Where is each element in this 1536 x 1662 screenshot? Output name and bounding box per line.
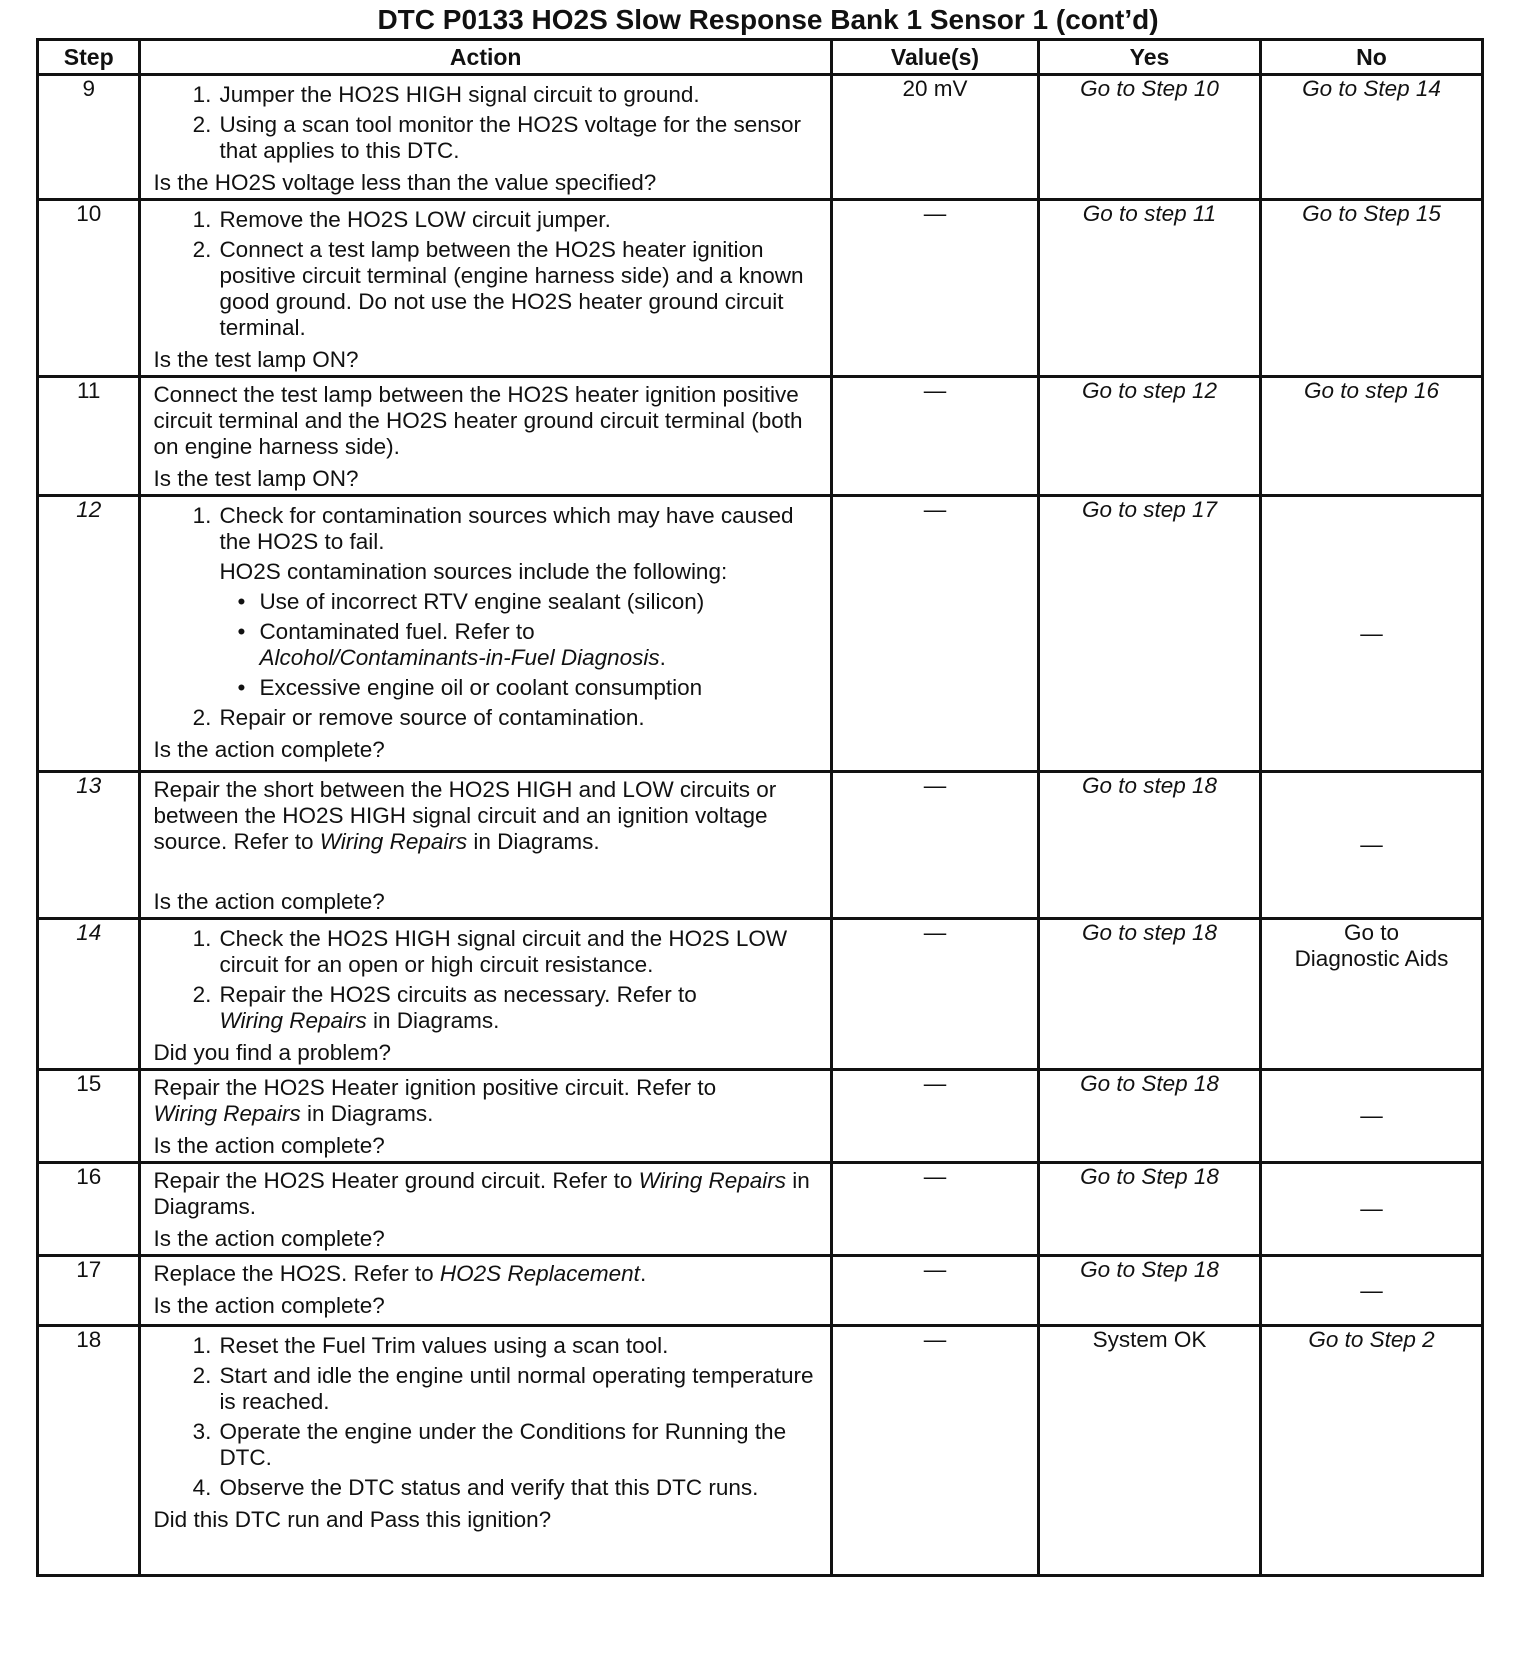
action-cell bbox=[140, 919, 832, 1070]
question: Did this DTC run and Pass this ignition? bbox=[153, 1507, 552, 1532]
question: Is the action complete? bbox=[153, 1226, 385, 1251]
table-row bbox=[38, 1163, 1483, 1256]
action-cell bbox=[140, 377, 832, 496]
yes-cell: Go to step 11 bbox=[1039, 200, 1261, 377]
no-cell: Go to Diagnostic Aids bbox=[1260, 919, 1482, 1070]
table-row bbox=[38, 200, 1483, 377]
table-row bbox=[38, 75, 1483, 200]
header-no: No bbox=[1260, 40, 1482, 75]
yes-cell: Go to Step 10 bbox=[1039, 75, 1261, 200]
page-title: DTC P0133 HO2S Slow Response Bank 1 Sensor 1 (cont’d) bbox=[377, 4, 1159, 35]
value-cell: — bbox=[831, 200, 1038, 377]
action-cell bbox=[140, 1256, 832, 1326]
no-cell: Go to Step 14 bbox=[1260, 75, 1482, 200]
question: Is the HO2S voltage less than the value specified? bbox=[153, 170, 657, 195]
bullet-item: • Use of incorrect RTV engine sealant (silicon) bbox=[237, 589, 705, 614]
value-cell: — bbox=[831, 919, 1038, 1070]
header-values: Value(s) bbox=[831, 40, 1038, 75]
step-number: 15 bbox=[38, 1070, 140, 1163]
value-cell: — bbox=[831, 772, 1038, 919]
value-cell: — bbox=[831, 1256, 1038, 1326]
question: Is the action complete? bbox=[153, 1133, 385, 1158]
table-row bbox=[38, 496, 1483, 772]
list-item: 4. Observe the DTC status and verify that this DTC runs. bbox=[192, 1475, 759, 1500]
value-cell: — bbox=[831, 377, 1038, 496]
yes-cell: Go to Step 18 bbox=[1039, 1070, 1261, 1163]
step-number: 13 bbox=[38, 772, 140, 919]
value-cell: — bbox=[831, 1326, 1038, 1576]
action-text: Repair the HO2S Heater ground circuit. Refer to Wiring Repairs in Diagrams. bbox=[153, 1168, 810, 1219]
no-cell: — bbox=[1260, 772, 1482, 919]
question: Is the test lamp ON? bbox=[153, 466, 359, 491]
value-cell: — bbox=[831, 1163, 1038, 1256]
table-row bbox=[38, 1326, 1483, 1576]
table-row bbox=[38, 1256, 1483, 1326]
bullet-item: • Excessive engine oil or coolant consumption bbox=[237, 675, 703, 700]
sub-heading: HO2S contamination sources include the following: bbox=[219, 559, 728, 584]
header-action: Action bbox=[140, 40, 832, 75]
action-cell bbox=[140, 1326, 832, 1576]
header-yes: Yes bbox=[1039, 40, 1261, 75]
value-cell: 20 mV bbox=[831, 75, 1038, 200]
table-row bbox=[38, 377, 1483, 496]
question: Is the action complete? bbox=[153, 1293, 385, 1318]
table-row bbox=[38, 1070, 1483, 1163]
list-item: 1. Check for contamination sources which may have caused the HO2S to fail. bbox=[192, 503, 794, 554]
no-cell: — bbox=[1260, 1163, 1482, 1256]
step-number: 17 bbox=[38, 1256, 140, 1326]
no-cell: — bbox=[1260, 1070, 1482, 1163]
question: Is the action complete? bbox=[153, 737, 385, 762]
table-row bbox=[38, 772, 1483, 919]
action-text: Connect the test lamp between the HO2S heater ignition positive circuit terminal and the HO2S heater ground circuit terminal (both on engine harness side). bbox=[153, 382, 803, 459]
diagnostic-table bbox=[36, 38, 1484, 1577]
step-number: 12 bbox=[38, 496, 140, 772]
action-text: Repair the short between the HO2S HIGH and LOW circuits or between the HO2S HIGH signal circuit and an ignition voltage source. Refer to Wiring Repairs in Diagrams. bbox=[153, 777, 777, 854]
list-item: 2. Connect a test lamp between the HO2S heater ignition positive circuit terminal (engine harness side) and a known good ground. Do not use the HO2S heater ground circuit terminal. bbox=[192, 237, 804, 340]
action-cell bbox=[140, 200, 832, 377]
list-item: 2. Using a scan tool monitor the HO2S voltage for the sensor that applies to this DTC. bbox=[192, 112, 801, 163]
list-item: 2. Repair the HO2S circuits as necessary. Refer to Wiring Repairs in Diagrams. bbox=[192, 982, 697, 1033]
question: Did you find a problem? bbox=[153, 1040, 392, 1065]
table-row bbox=[38, 919, 1483, 1070]
action-text: Replace the HO2S. Refer to HO2S Replacement. bbox=[153, 1261, 647, 1286]
list-item: 3. Operate the engine under the Conditions for Running the DTC. bbox=[192, 1419, 787, 1470]
value-cell: — bbox=[831, 496, 1038, 772]
no-cell: — bbox=[1260, 496, 1482, 772]
step-number: 14 bbox=[38, 919, 140, 1070]
header-row bbox=[38, 40, 1483, 75]
question: Is the action complete? bbox=[153, 889, 385, 914]
no-cell: Go to step 16 bbox=[1260, 377, 1482, 496]
yes-cell: Go to step 17 bbox=[1039, 496, 1261, 772]
action-cell bbox=[140, 772, 832, 919]
action-cell bbox=[140, 1163, 832, 1256]
action-cell bbox=[140, 496, 832, 772]
action-cell bbox=[140, 1070, 832, 1163]
step-number: 11 bbox=[38, 377, 140, 496]
list-item: 1. Check the HO2S HIGH signal circuit and the HO2S LOW circuit for an open or high circuit resistance. bbox=[192, 926, 788, 977]
yes-cell: Go to step 12 bbox=[1039, 377, 1261, 496]
no-cell: Go to Step 15 bbox=[1260, 200, 1482, 377]
step-number: 9 bbox=[38, 75, 140, 200]
yes-cell: Go to step 18 bbox=[1039, 919, 1261, 1070]
list-item: 1. Reset the Fuel Trim values using a scan tool. bbox=[192, 1333, 669, 1358]
list-item: 1. Remove the HO2S LOW circuit jumper. bbox=[192, 207, 611, 232]
no-cell: — bbox=[1260, 1256, 1482, 1326]
yes-cell: Go to Step 18 bbox=[1039, 1163, 1261, 1256]
yes-cell: System OK bbox=[1039, 1326, 1261, 1576]
list-item: 2. Start and idle the engine until normal operating temperature is reached. bbox=[192, 1363, 814, 1414]
action-cell bbox=[140, 75, 832, 200]
bullet-item: • Contaminated fuel. Refer to Alcohol/Contaminants-in-Fuel Diagnosis. bbox=[237, 619, 666, 670]
header-step: Step bbox=[38, 40, 140, 75]
yes-cell: Go to Step 18 bbox=[1039, 1256, 1261, 1326]
list-item: 2. Repair or remove source of contamination. bbox=[192, 705, 645, 730]
value-cell: — bbox=[831, 1070, 1038, 1163]
no-cell: Go to Step 2 bbox=[1260, 1326, 1482, 1576]
step-number: 10 bbox=[38, 200, 140, 377]
step-number: 16 bbox=[38, 1163, 140, 1256]
action-text: Repair the HO2S Heater ignition positive circuit. Refer to Wiring Repairs in Diagrams. bbox=[153, 1075, 717, 1126]
list-item: 1. Jumper the HO2S HIGH signal circuit to ground. bbox=[192, 82, 700, 107]
yes-cell: Go to step 18 bbox=[1039, 772, 1261, 919]
question: Is the test lamp ON? bbox=[153, 347, 359, 372]
step-number: 18 bbox=[38, 1326, 140, 1576]
